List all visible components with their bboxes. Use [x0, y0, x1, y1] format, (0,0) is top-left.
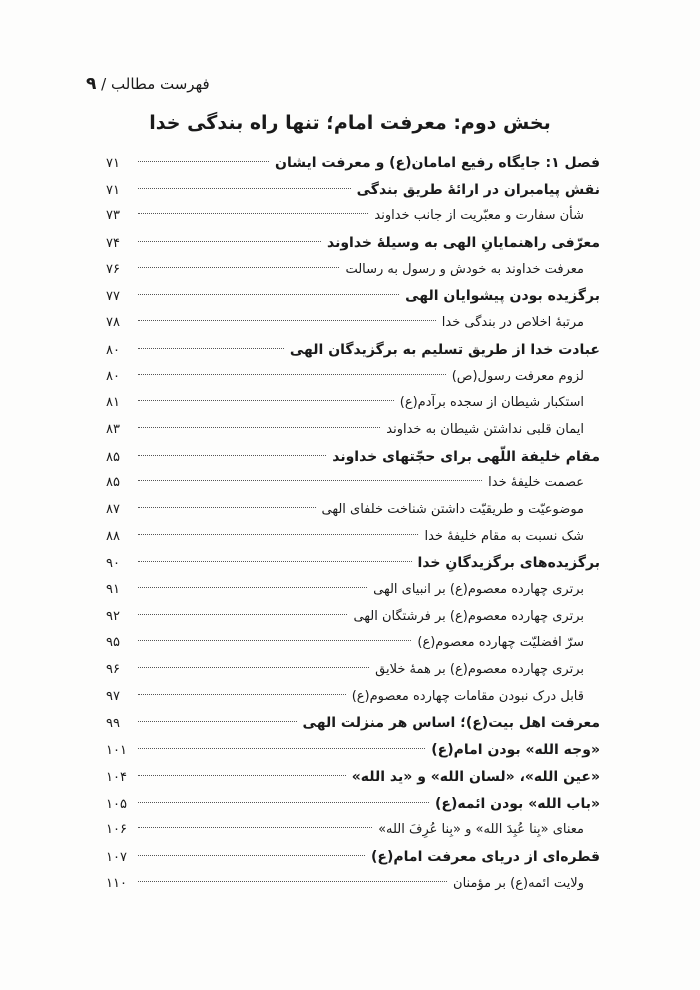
toc-entry[interactable] — [106, 817, 600, 844]
dot-leader — [138, 534, 418, 535]
toc-entry-page: ۹۶ — [106, 662, 120, 678]
dot-leader — [138, 507, 316, 508]
dot-leader — [138, 427, 380, 428]
header-separator: / — [101, 75, 107, 93]
toc-entry-title: برتری چهارده معصوم(ع) بر فرشتگان الهی — [353, 608, 584, 624]
toc-entry[interactable] — [106, 844, 600, 871]
toc-entry-title: نقش پیامبران در ارائهٔ طریق بندگی — [356, 181, 600, 198]
toc-entry-title: «وجه الله» بودن امام(ع) — [431, 742, 600, 759]
dot-leader — [138, 348, 284, 349]
toc-entry-page: ۱۱۰ — [106, 875, 127, 891]
toc-entry[interactable] — [106, 737, 600, 764]
toc-entry[interactable] — [106, 203, 600, 230]
toc-entry-title: برتری چهارده معصوم(ع) بر انبیای الهی — [373, 582, 584, 597]
toc-entry-title: عبادت خدا از طریق تسلیم به برگزیدگان الهی — [289, 341, 600, 358]
dot-leader — [138, 213, 368, 214]
dot-leader — [138, 400, 394, 401]
toc-entry-page: ۱۰۵ — [106, 796, 127, 812]
toc-entry-page: ۹۹ — [106, 716, 120, 732]
toc-entry-page: ۹۱ — [106, 582, 120, 597]
toc-entry-page: ۸۳ — [106, 421, 120, 437]
toc-entry-page: ۸۸ — [106, 528, 120, 544]
dot-leader — [138, 667, 369, 668]
toc-entry-title: موضوعیّت و طریقیّت داشتن شناخت خلفای الهی — [321, 501, 584, 517]
dot-leader — [138, 721, 297, 722]
dot-leader — [138, 614, 347, 615]
toc-entry-title: ایمان قلبی نداشتن شیطان به خداوند — [386, 421, 584, 437]
toc-entry-title: معنای «بِنا عُبِدَ الله» و «بِنا عُرِفَ الله» — [378, 822, 584, 838]
toc-entry[interactable] — [106, 283, 600, 310]
toc-entry-page: ۹۲ — [106, 608, 120, 624]
toc-entry-page: ۹۵ — [106, 635, 120, 651]
dot-leader — [138, 694, 346, 695]
toc-entry-title: برگزیده‌های برگزیدگانِ خدا — [417, 555, 600, 572]
toc-entry[interactable] — [106, 630, 600, 657]
header-page-number: ۹ — [86, 74, 97, 94]
toc-entry-page: ۸۰ — [106, 342, 120, 358]
toc-entry[interactable] — [106, 417, 600, 444]
toc-entry[interactable] — [106, 577, 600, 604]
toc-entry-page: ۸۷ — [106, 501, 120, 517]
dot-leader — [138, 480, 482, 481]
toc-entry[interactable] — [106, 791, 600, 818]
toc-entry[interactable] — [106, 310, 600, 337]
toc-entry[interactable] — [106, 470, 600, 497]
toc-entry-title: سرّ افضلیّت چهارده معصوم(ع) — [417, 635, 584, 651]
part-title: بخش دوم: معرفت امام؛ تنها راه بندگی خدا — [149, 112, 551, 134]
toc-entry[interactable] — [106, 230, 600, 257]
dot-leader — [138, 881, 447, 882]
toc-entry-title: قطره‌ای از دریای معرفت امام(ع) — [371, 848, 600, 865]
dot-leader — [138, 294, 399, 295]
toc-entry-title: معرفت اهل بیت(ع)؛ اساس هر منزلت الهی — [302, 715, 600, 732]
toc-entry[interactable] — [106, 257, 600, 284]
dot-leader — [138, 775, 346, 776]
toc-entry-page: ۷۸ — [106, 315, 120, 331]
toc-entry-title: برتری چهارده معصوم(ع) بر همهٔ خلایق — [375, 662, 584, 678]
dot-leader — [138, 748, 425, 749]
toc-entry[interactable] — [106, 604, 600, 631]
dot-leader — [138, 320, 436, 321]
toc-entry-title: فصل ۱: جایگاه رفیع امامان(ع) و معرفت ایشان — [275, 155, 600, 171]
toc-entry[interactable] — [106, 524, 600, 551]
toc-entry-title: عصمت خلیفهٔ خدا — [488, 475, 584, 491]
toc-entry-title: ولایت ائمه(ع) بر مؤمنان — [453, 875, 584, 891]
toc-entry-page: ۹۰ — [106, 556, 120, 572]
toc-entry-page: ۷۴ — [106, 236, 120, 252]
toc-entry-title: شأن سفارت و معبّریت از جانب خداوند — [374, 208, 584, 224]
toc-entry-title: شک نسبت به مقام خلیفهٔ خدا — [424, 528, 584, 544]
toc-entry-page: ۷۱ — [106, 156, 120, 171]
toc-entry[interactable] — [106, 364, 600, 391]
toc-entry-title: لزوم معرفت رسول(ص) — [451, 368, 584, 384]
toc-entry[interactable] — [106, 871, 600, 898]
running-header — [86, 74, 210, 94]
header-section: فهرست مطالب — [111, 75, 210, 93]
toc-entry[interactable] — [106, 710, 600, 737]
toc-entry-page: ۱۰۶ — [106, 822, 127, 838]
toc-entry-page: ۱۰۱ — [106, 743, 127, 759]
toc-entry-page: ۷۱ — [106, 182, 120, 198]
dot-leader — [138, 561, 412, 562]
toc-entry[interactable] — [106, 497, 600, 524]
dot-leader — [138, 188, 351, 189]
toc-entry-page: ۱۰۷ — [106, 849, 127, 865]
toc-entry-title: «باب الله» بودن ائمه(ع) — [434, 795, 600, 812]
toc-entry-title: قابل درک نبودن مقامات چهارده معصوم(ع) — [351, 688, 584, 704]
toc-entry-page: ۸۵ — [106, 449, 120, 465]
dot-leader — [138, 587, 367, 588]
toc-entry[interactable] — [106, 150, 600, 177]
toc-entry[interactable] — [106, 764, 600, 791]
toc-entry-title: معرفت خداوند به خودش و رسول به رسالت — [345, 261, 584, 277]
toc-entry[interactable] — [106, 657, 600, 684]
table-of-contents — [106, 150, 600, 897]
dot-leader — [138, 827, 372, 828]
toc-entry-title: برگزیده بودن پیشوایان الهی — [405, 288, 600, 305]
dot-leader — [138, 161, 269, 162]
toc-entry-title: مقام خلیفة اللّهی برای حجّتهای خداوند — [332, 448, 600, 465]
toc-entry-title: مرتبهٔ اخلاص در بندگی خدا — [441, 315, 584, 331]
toc-entry-title: «عین الله»، «لسان الله» و «ید الله» — [351, 768, 600, 785]
toc-entry-page: ۷۷ — [106, 289, 120, 305]
dot-leader — [138, 241, 321, 242]
toc-entry[interactable] — [106, 550, 600, 577]
toc-entry-page: ۸۵ — [106, 475, 120, 491]
toc-entry[interactable] — [106, 337, 600, 364]
toc-entry-page: ۷۶ — [106, 261, 120, 277]
toc-entry[interactable] — [106, 444, 600, 471]
dot-leader — [138, 640, 411, 641]
toc-entry-title: استکبار شیطان از سجده برآدم(ع) — [399, 395, 584, 411]
toc-entry-title: معرّفی راهنمایانِ الهی به وسیلهٔ خداوند — [327, 235, 600, 252]
toc-entry[interactable] — [106, 390, 600, 417]
toc-entry-page: ۸۰ — [106, 368, 120, 384]
dot-leader — [138, 855, 365, 856]
toc-entry-page: ۸۱ — [106, 395, 120, 411]
dot-leader — [138, 374, 446, 375]
toc-entry-page: ۷۳ — [106, 208, 120, 224]
toc-entry[interactable] — [106, 177, 600, 204]
dot-leader — [138, 802, 429, 803]
toc-entry-page: ۹۷ — [106, 688, 120, 704]
toc-entry[interactable] — [106, 684, 600, 711]
dot-leader — [138, 267, 339, 268]
toc-entry-page: ۱۰۴ — [106, 769, 127, 785]
dot-leader — [138, 455, 326, 456]
